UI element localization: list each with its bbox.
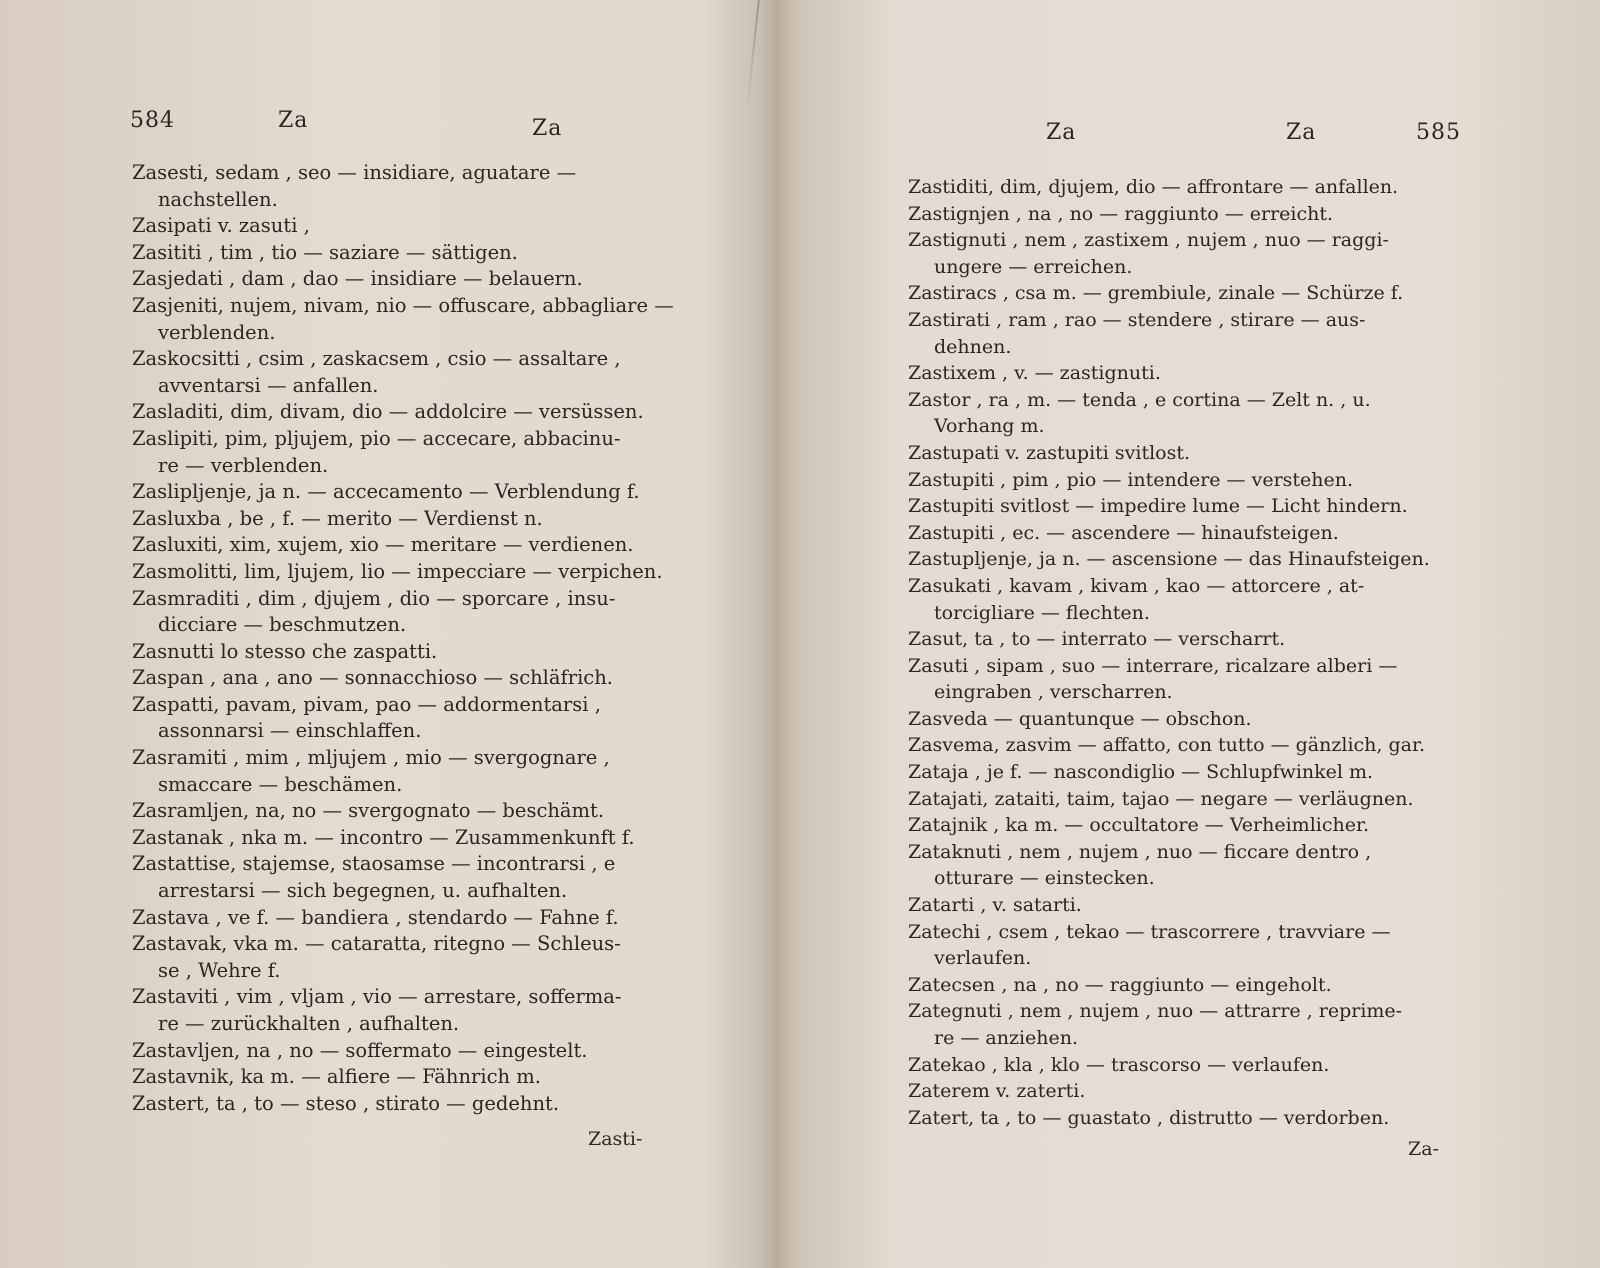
left-entry-line: Zaspan , ana , ano — sonnacchioso — schläfrich. xyxy=(132,666,613,690)
left-entry-line: Zastava , ve f. — bandiera , stendardo — Fahne f. xyxy=(132,905,619,929)
left-entry-line: assonnarsi — einschlaffen. xyxy=(158,719,422,743)
right-entry-line: Zastupiti svitlost — impedire lume — Licht hindern. xyxy=(908,495,1408,518)
left-entry-line: arrestarsi — sich begegnen, u. aufhalten. xyxy=(158,879,568,903)
right-entry-line: Zategnuti , nem , nujem , nuo — attrarre , reprime- xyxy=(908,1000,1403,1023)
left-entry-line: Zasipati v. zasuti , xyxy=(132,214,310,238)
right-entry-line: Zasvema, zasvim — affatto, con tutto — gänzlich, gar. xyxy=(908,734,1426,757)
right-entry-line: Zastupati v. zastupiti svitlost. xyxy=(908,441,1191,464)
right-entry-line: verlaufen. xyxy=(934,947,1032,970)
right-running-head-1: Za xyxy=(1046,120,1077,145)
right-entry-line: Zatekao , kla , klo — trascorso — verlaufen. xyxy=(908,1053,1330,1076)
right-entry-line: Zaterem v. zaterti. xyxy=(908,1080,1086,1103)
left-entry-line: Zaslipiti, pim, pljujem, pio — accecare, abbacinu- xyxy=(132,426,621,450)
right-entries xyxy=(908,174,1488,1131)
left-entry-line: Zasnutti lo stesso che zaspatti. xyxy=(132,639,438,663)
left-entry-line: re — verblenden. xyxy=(158,453,329,477)
left-entry-line: nachstellen. xyxy=(158,187,278,211)
left-entry-line: Zastattise, stajemse, staosamse — incontrarsi , e xyxy=(132,852,616,876)
left-entry-line: Zasititi , tim , tio — saziare — sättigen. xyxy=(132,240,518,264)
left-entry-line: Zasesti, sedam , seo — insidiare, aguatare — xyxy=(132,161,577,184)
right-entry-line: Zataknuti , nem , nujem , nuo — ficcare dentro , xyxy=(908,840,1372,863)
left-entry-line: se , Wehre f. xyxy=(158,958,281,982)
right-entry-line: Zatechi , csem , tekao — trascorrere , travviare — xyxy=(908,920,1391,943)
right-entry-line: Zataja , je f. — nascondiglio — Schlupfwinkel m. xyxy=(908,761,1374,784)
right-entry-line: eingraben , verscharren. xyxy=(934,681,1173,704)
left-entry-line: Zastavak, vka m. — cataratta, ritegno — Schleus- xyxy=(132,932,621,956)
left-entry-line: Zasmraditi , dim , djujem , dio — sporcare , insu- xyxy=(132,586,616,610)
left-page-number: 584 xyxy=(130,108,175,133)
right-entry-line: Zastupiti , ec. — ascendere — hinaufsteigen. xyxy=(908,521,1339,544)
left-running-head xyxy=(0,108,770,144)
right-entry-line: Zasukati , kavam , kivam , kao — attorcere , at- xyxy=(908,574,1365,597)
right-entry-line: re — anziehen. xyxy=(934,1027,1079,1049)
left-entry-line: Zasladiti, dim, divam, dio — addolcire — versüssen. xyxy=(132,400,644,424)
right-entry-line: ungere — erreichen. xyxy=(934,255,1133,278)
right-entry-line: Zastiracs , csa m. — grembiule, zinale — Schürze f. xyxy=(908,282,1404,305)
left-entry-line: Zasluxiti, xim, xujem, xio — meritare — verdienen. xyxy=(132,533,634,557)
right-entry-line: Zatert, ta , to — guastato , distrutto — verdorben. xyxy=(908,1106,1390,1129)
right-entry-line: Zastupiti , pim , pio — intendere — verstehen. xyxy=(908,468,1354,491)
left-entry-line: avventarsi — anfallen. xyxy=(158,373,379,397)
left-running-head-2: Za xyxy=(532,116,563,141)
left-entry-line: Zasjeniti, nujem, nivam, nio — offuscare, abbagliare — xyxy=(132,293,674,317)
left-running-head-1: Za xyxy=(278,108,309,133)
left-entry-line: Zasjedati , dam , dao — insidiare — belauern. xyxy=(132,267,583,291)
left-entry-line: dicciare — beschmutzen. xyxy=(158,613,407,637)
right-running-head-2: Za xyxy=(1286,120,1317,145)
left-page xyxy=(0,0,770,1268)
left-entry-line: Zasluxba , be , f. — merito — Verdienst n. xyxy=(132,506,543,530)
left-entry-line: Zaskocsitti , csim , zaskacsem , csio — assaltare , xyxy=(132,347,621,371)
left-entry-line: Zasmolitti, lim, ljujem, lio — impecciare — verpichen. xyxy=(132,559,663,583)
right-page xyxy=(800,0,1600,1268)
left-entry-line: Zastavljen, na , no — soffermato — eingestelt. xyxy=(132,1038,588,1062)
right-entry-line: Zastupljenje, ja n. — ascensione — das Hinaufsteigen. xyxy=(908,548,1430,571)
right-entry-line: Zastirati , ram , rao — stendere , stirare — aus- xyxy=(908,308,1366,331)
left-entry-line: Zastavnik, ka m. — alfiere — Fähnrich m. xyxy=(132,1065,541,1089)
right-entry-line: Zasveda — quantunque — obschon. xyxy=(908,707,1252,730)
right-running-head xyxy=(800,108,1600,144)
left-entry-line: Zastaviti , vim , vljam , vio — arrestare, soffermа- xyxy=(132,985,622,1009)
left-entry-line: Zastanak , nka m. — incontro — Zusammenkunft f. xyxy=(132,825,635,849)
left-entry-line: Zaslipljenje, ja n. — accecamento — Verblendung f. xyxy=(132,480,640,504)
left-entry-line: Zasramiti , mim , mljujem , mio — svergognare , xyxy=(132,746,610,770)
right-entry-line: Zasut, ta , to — interrato — verscharrt. xyxy=(908,628,1286,651)
left-catchword: Zasti- xyxy=(588,1128,643,1150)
right-entry-line: Zatecsen , na , no — raggiunto — eingeholt. xyxy=(908,973,1332,996)
right-catchword: Za- xyxy=(1408,1138,1439,1160)
right-entry-line: Zastor , ra , m. — tenda , e cortina — Zelt n. , u. xyxy=(908,388,1371,411)
right-entry-line: Zastignuti , nem , zastixem , nujem , nuo — raggi- xyxy=(908,229,1389,252)
right-entry-line: Vorhang m. xyxy=(934,415,1045,438)
right-entry-line: Zastignjen , na , no — raggiunto — erreicht. xyxy=(908,202,1334,225)
right-entry-line: Zatarti , v. satarti. xyxy=(908,894,1082,917)
left-entry-line: verblenden. xyxy=(158,320,276,344)
right-page-number: 585 xyxy=(1416,120,1461,145)
left-entry-line: Zastert, ta , to — steso , stirato — gedehnt. xyxy=(132,1091,560,1115)
right-entry-line: Zasuti , sipam , suo — interrare, ricalzare alberi — xyxy=(908,654,1398,677)
left-entry-line: Zaspatti, pavam, pivam, pao — addormentarsi , xyxy=(132,692,601,716)
right-entry-line: Zastiditi, dim, djujem, dio — affrontare — anfallen. xyxy=(908,176,1399,198)
left-entry-line: smaccare — beschämen. xyxy=(158,772,403,796)
right-entry-line: torcigliare — flechten. xyxy=(934,601,1150,624)
right-entry-line: otturare — einstecken. xyxy=(934,867,1155,890)
right-entry-line: Zatajnik , ka m. — occultatore — Verheimlicher. xyxy=(908,814,1370,837)
right-entry-line: Zastixem , v. — zastignuti. xyxy=(908,362,1161,385)
left-entries xyxy=(132,160,702,1117)
left-entry-line: Zasramljen, na, no — svergognato — beschämt. xyxy=(132,799,605,823)
right-entry-line: Zatajati, zataiti, taim, tajao — negare — verläugnen. xyxy=(908,787,1414,810)
left-entry-line: re — zurückhalten , aufhalten. xyxy=(158,1012,460,1035)
right-entry-line: dehnen. xyxy=(934,335,1012,358)
